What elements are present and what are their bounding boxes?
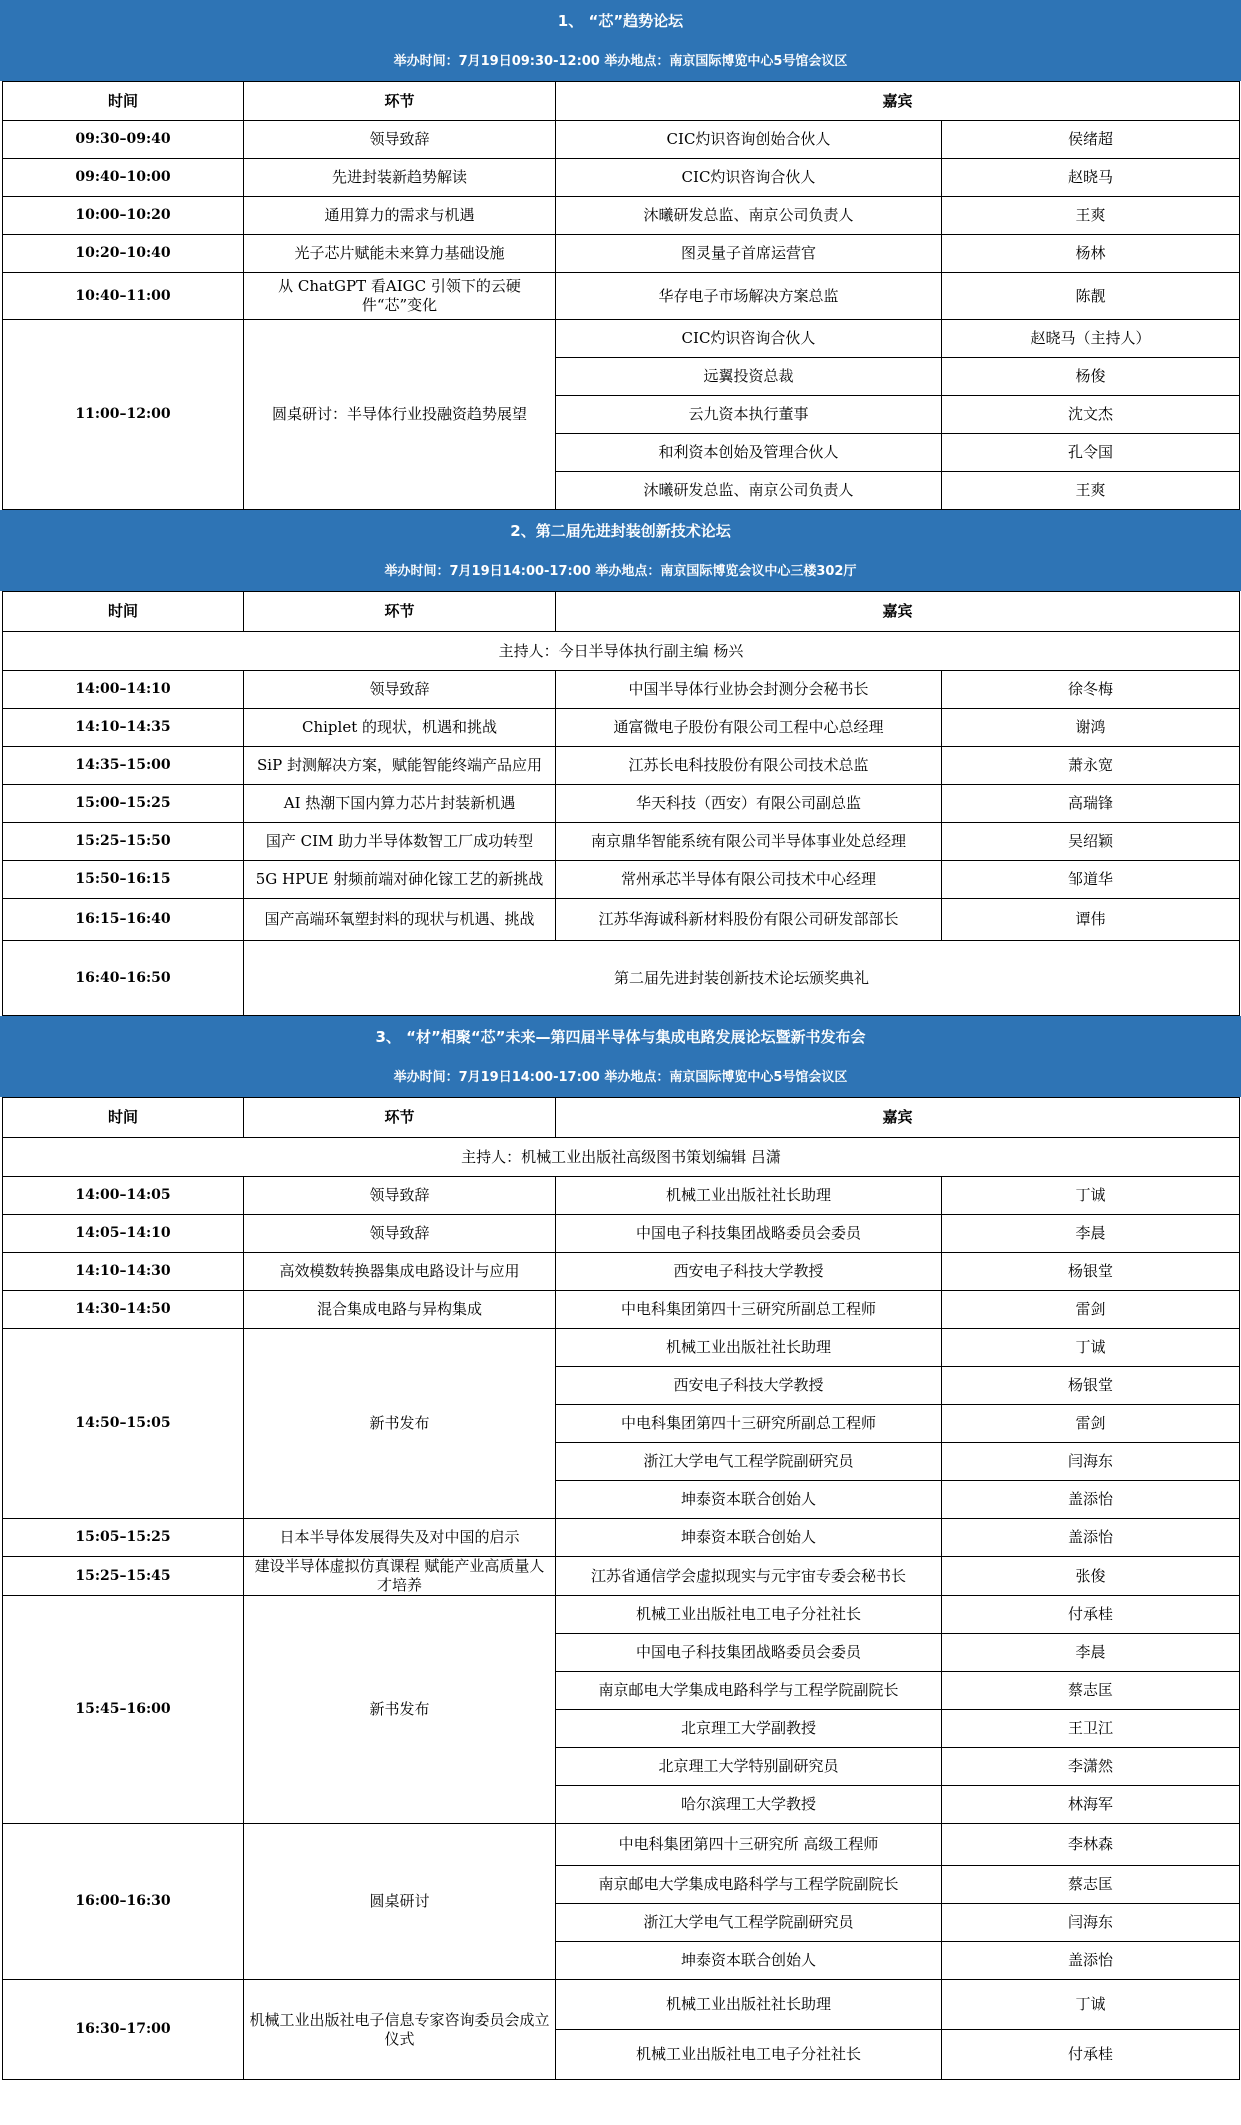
guest-org: 坤泰资本联合创始人 <box>556 1519 942 1557</box>
schedule-row <box>3 1596 1240 1634</box>
guest-name: 蔡志匡 <box>942 1672 1240 1710</box>
schedule-row <box>3 899 1240 941</box>
header-time: 时间 <box>3 1098 244 1138</box>
segment-cell: 新书发布 <box>244 1329 556 1519</box>
schedule-row <box>3 1824 1240 1866</box>
time-cell: 14:10–14:35 <box>3 709 244 747</box>
schedule-row <box>3 273 1240 320</box>
section-header <box>0 0 1241 81</box>
guest-org: CIC灼识咨询合伙人 <box>556 320 942 358</box>
schedule-row <box>3 320 1240 358</box>
segment-cell: 国产 CIM 助力半导体数智工厂成功转型 <box>244 823 556 861</box>
time-cell: 15:45–16:00 <box>3 1596 244 1824</box>
guest-name: 李潇然 <box>942 1748 1240 1786</box>
header-segment: 环节 <box>244 82 556 121</box>
segment-cell: 从 ChatGPT 看AIGC 引领下的云硬件“芯”变化 <box>244 273 556 320</box>
guest-name: 谢鸿 <box>942 709 1240 747</box>
segment-cell: Chiplet 的现状，机遇和挑战 <box>244 709 556 747</box>
guest-org: 江苏省通信学会虚拟现实与元宇宙专委会秘书长 <box>556 1557 942 1596</box>
segment-cell: 领导致辞 <box>244 1215 556 1253</box>
guest-org: 和利资本创始及管理合伙人 <box>556 434 942 472</box>
guest-name: 吴绍颖 <box>942 823 1240 861</box>
guest-org: 机械工业出版社社长助理 <box>556 1329 942 1367</box>
guest-org: 机械工业出版社电工电子分社社长 <box>556 2030 942 2080</box>
schedule-row <box>3 197 1240 235</box>
schedule-row <box>3 1215 1240 1253</box>
guest-name: 杨银堂 <box>942 1367 1240 1405</box>
guest-name: 王卫江 <box>942 1710 1240 1748</box>
schedule-row <box>3 1291 1240 1329</box>
guest-name: 付承桂 <box>942 2030 1240 2080</box>
time-cell: 09:30–09:40 <box>3 121 244 159</box>
guest-name: 雷剑 <box>942 1291 1240 1329</box>
guest-org: 中电科集团第四十三研究所副总工程师 <box>556 1291 942 1329</box>
time-cell: 10:40–11:00 <box>3 273 244 320</box>
header-guest: 嘉宾 <box>556 1098 1240 1138</box>
guest-name: 杨俊 <box>942 358 1240 396</box>
guest-org: 华天科技（西安）有限公司副总监 <box>556 785 942 823</box>
segment-cell: AI 热潮下国内算力芯片封装新机遇 <box>244 785 556 823</box>
segment-cell: 建设半导体虚拟仿真课程 赋能产业高质量人才培养 <box>244 1557 556 1596</box>
segment-cell: 圆桌研讨：半导体行业投融资趋势展望 <box>244 320 556 510</box>
guest-org: 坤泰资本联合创始人 <box>556 1942 942 1980</box>
segment-cell: 先进封装新趋势解读 <box>244 159 556 197</box>
guest-org: 中电科集团第四十三研究所 高级工程师 <box>556 1824 942 1866</box>
guest-name: 李晨 <box>942 1634 1240 1672</box>
schedule-row <box>3 1329 1240 1367</box>
guest-org: 华存电子市场解决方案总监 <box>556 273 942 320</box>
time-cell: 14:00–14:10 <box>3 671 244 709</box>
segment-cell: 领导致辞 <box>244 1177 556 1215</box>
schedule-row <box>3 941 1240 1016</box>
guest-org: 中国电子科技集团战略委员会委员 <box>556 1215 942 1253</box>
segment-cell: 机械工业出版社电子信息专家咨询委员会成立仪式 <box>244 1980 556 2080</box>
host-line: 主持人：今日半导体执行副主编 杨兴 <box>3 632 1240 671</box>
time-cell: 14:00–14:05 <box>3 1177 244 1215</box>
schedule-row <box>3 235 1240 273</box>
segment-cell: 光子芯片赋能未来算力基础设施 <box>244 235 556 273</box>
guest-name: 孔令国 <box>942 434 1240 472</box>
schedule-row <box>3 1980 1240 2030</box>
schedule-row <box>3 747 1240 785</box>
guest-name: 闫海东 <box>942 1443 1240 1481</box>
guest-name: 王爽 <box>942 197 1240 235</box>
host-row <box>3 1138 1240 1177</box>
segment-cell: 领导致辞 <box>244 671 556 709</box>
guest-org: 江苏长电科技股份有限公司技术总监 <box>556 747 942 785</box>
section-title: 1、 “芯”趋势论坛 <box>557 12 684 30</box>
schedule-row <box>3 1519 1240 1557</box>
host-line: 主持人：机械工业出版社高级图书策划编辑 吕潇 <box>3 1138 1240 1177</box>
guest-name: 杨林 <box>942 235 1240 273</box>
guest-org: 南京邮电大学集成电路科学与工程学院副院长 <box>556 1672 942 1710</box>
time-cell: 14:30–14:50 <box>3 1291 244 1329</box>
schedule-table <box>2 591 1240 1016</box>
guest-name: 谭伟 <box>942 899 1240 941</box>
guest-name: 付承桂 <box>942 1596 1240 1634</box>
guest-org: 沐曦研发总监、南京公司负责人 <box>556 472 942 510</box>
segment-cell: 5G HPUE 射频前端对砷化镓工艺的新挑战 <box>244 861 556 899</box>
guest-name: 李晨 <box>942 1215 1240 1253</box>
segment-cell: 通用算力的需求与机遇 <box>244 197 556 235</box>
time-cell: 15:05–15:25 <box>3 1519 244 1557</box>
guest-name: 林海军 <box>942 1786 1240 1824</box>
schedule-table <box>2 81 1240 510</box>
time-cell: 10:00–10:20 <box>3 197 244 235</box>
guest-name: 邹道华 <box>942 861 1240 899</box>
guest-name: 李林森 <box>942 1824 1240 1866</box>
header-guest: 嘉宾 <box>556 82 1240 121</box>
guest-name: 蔡志匡 <box>942 1866 1240 1904</box>
guest-name: 丁诚 <box>942 1980 1240 2030</box>
header-segment: 环节 <box>244 592 556 632</box>
guest-name: 沈文杰 <box>942 396 1240 434</box>
time-cell: 16:00–16:30 <box>3 1824 244 1980</box>
schedule-row <box>3 785 1240 823</box>
guest-name: 侯绪超 <box>942 121 1240 159</box>
schedule-table <box>2 1097 1240 2080</box>
guest-org: 江苏华海诚科新材料股份有限公司研发部部长 <box>556 899 942 941</box>
time-cell: 16:40–16:50 <box>3 941 244 1016</box>
section-time-location: 举办时间：7月19日14:00-17:00 举办地点：南京国际博览会议中心三楼302厅 <box>384 564 857 579</box>
header-segment: 环节 <box>244 1098 556 1138</box>
guest-org: 北京理工大学特别副研究员 <box>556 1748 942 1786</box>
guest-org: 机械工业出版社社长助理 <box>556 1980 942 2030</box>
guest-org: 浙江大学电气工程学院副研究员 <box>556 1904 942 1942</box>
time-cell: 14:10–14:30 <box>3 1253 244 1291</box>
time-cell: 14:35–15:00 <box>3 747 244 785</box>
time-cell: 16:15–16:40 <box>3 899 244 941</box>
guest-name: 杨银堂 <box>942 1253 1240 1291</box>
time-cell: 15:50–16:15 <box>3 861 244 899</box>
guest-name: 盖添怡 <box>942 1481 1240 1519</box>
guest-org: CIC灼识咨询创始合伙人 <box>556 121 942 159</box>
host-row <box>3 632 1240 671</box>
schedule-row <box>3 671 1240 709</box>
table-header-row <box>3 1098 1240 1138</box>
segment-cell: 混合集成电路与异构集成 <box>244 1291 556 1329</box>
guest-org: 远翼投资总裁 <box>556 358 942 396</box>
guest-name: 萧永宽 <box>942 747 1240 785</box>
guest-org: CIC灼识咨询合伙人 <box>556 159 942 197</box>
schedule-row <box>3 1253 1240 1291</box>
guest-name: 盖添怡 <box>942 1519 1240 1557</box>
guest-org: 图灵量子首席运营官 <box>556 235 942 273</box>
header-time: 时间 <box>3 82 244 121</box>
table-header-row <box>3 82 1240 121</box>
time-cell: 15:00–15:25 <box>3 785 244 823</box>
guest-org: 南京鼎华智能系统有限公司半导体事业处总经理 <box>556 823 942 861</box>
segment-cell: 高效模数转换器集成电路设计与应用 <box>244 1253 556 1291</box>
guest-name: 王爽 <box>942 472 1240 510</box>
segment-cell: 领导致辞 <box>244 121 556 159</box>
guest-name: 盖添怡 <box>942 1942 1240 1980</box>
section-time-location: 举办时间：7月19日14:00-17:00 举办地点：南京国际博览中心5号馆会议区 <box>393 1070 848 1085</box>
guest-org: 哈尔滨理工大学教授 <box>556 1786 942 1824</box>
guest-org: 中国电子科技集团战略委员会委员 <box>556 1634 942 1672</box>
section-header <box>0 510 1241 591</box>
time-cell: 14:05–14:10 <box>3 1215 244 1253</box>
segment-cell: 日本半导体发展得失及对中国的启示 <box>244 1519 556 1557</box>
guest-name: 丁诚 <box>942 1177 1240 1215</box>
guest-org: 西安电子科技大学教授 <box>556 1253 942 1291</box>
time-cell: 15:25–15:45 <box>3 1557 244 1596</box>
guest-name: 徐冬梅 <box>942 671 1240 709</box>
guest-org: 南京邮电大学集成电路科学与工程学院副院长 <box>556 1866 942 1904</box>
section-header <box>0 1016 1241 1097</box>
guest-name: 张俊 <box>942 1557 1240 1596</box>
section-title: 2、第二届先进封装创新技术论坛 <box>510 522 731 540</box>
time-cell: 16:30–17:00 <box>3 1980 244 2080</box>
guest-org: 北京理工大学副教授 <box>556 1710 942 1748</box>
section-time-location: 举办时间：7月19日09:30-12:00 举办地点：南京国际博览中心5号馆会议区 <box>393 54 848 69</box>
schedule-row <box>3 823 1240 861</box>
time-cell: 15:25–15:50 <box>3 823 244 861</box>
time-cell: 10:20–10:40 <box>3 235 244 273</box>
time-cell: 09:40–10:00 <box>3 159 244 197</box>
guest-name: 雷剑 <box>942 1405 1240 1443</box>
section-title: 3、 “材”相聚“芯”未来—第四届半导体与集成电路发展论坛暨新书发布会 <box>375 1028 866 1046</box>
schedule-row <box>3 121 1240 159</box>
ceremony-cell: 第二届先进封装创新技术论坛颁奖典礼 <box>244 941 1240 1016</box>
guest-name: 赵晓马（主持人） <box>942 320 1240 358</box>
guest-org: 机械工业出版社社长助理 <box>556 1177 942 1215</box>
schedule-row <box>3 709 1240 747</box>
table-header-row <box>3 592 1240 632</box>
time-cell: 11:00–12:00 <box>3 320 244 510</box>
guest-name: 丁诚 <box>942 1329 1240 1367</box>
guest-org: 坤泰资本联合创始人 <box>556 1481 942 1519</box>
schedule-row <box>3 1177 1240 1215</box>
guest-org: 通富微电子股份有限公司工程中心总经理 <box>556 709 942 747</box>
guest-org: 常州承芯半导体有限公司技术中心经理 <box>556 861 942 899</box>
guest-org: 云九资本执行董事 <box>556 396 942 434</box>
segment-cell: 圆桌研讨 <box>244 1824 556 1980</box>
guest-org: 沐曦研发总监、南京公司负责人 <box>556 197 942 235</box>
guest-org: 中电科集团第四十三研究所副总工程师 <box>556 1405 942 1443</box>
guest-org: 中国半导体行业协会封测分会秘书长 <box>556 671 942 709</box>
schedule-row <box>3 159 1240 197</box>
guest-org: 西安电子科技大学教授 <box>556 1367 942 1405</box>
schedule-row <box>3 861 1240 899</box>
schedule-row <box>3 1557 1240 1596</box>
guest-name: 赵晓马 <box>942 159 1240 197</box>
guest-name: 闫海东 <box>942 1904 1240 1942</box>
guest-name: 陈靓 <box>942 273 1240 320</box>
segment-cell: 国产高端环氧塑封料的现状与机遇、挑战 <box>244 899 556 941</box>
segment-cell: 新书发布 <box>244 1596 556 1824</box>
time-cell: 14:50–15:05 <box>3 1329 244 1519</box>
header-time: 时间 <box>3 592 244 632</box>
segment-cell: SiP 封测解决方案，赋能智能终端产品应用 <box>244 747 556 785</box>
guest-org: 浙江大学电气工程学院副研究员 <box>556 1443 942 1481</box>
guest-name: 高瑞锋 <box>942 785 1240 823</box>
header-guest: 嘉宾 <box>556 592 1240 632</box>
guest-org: 机械工业出版社电工电子分社社长 <box>556 1596 942 1634</box>
